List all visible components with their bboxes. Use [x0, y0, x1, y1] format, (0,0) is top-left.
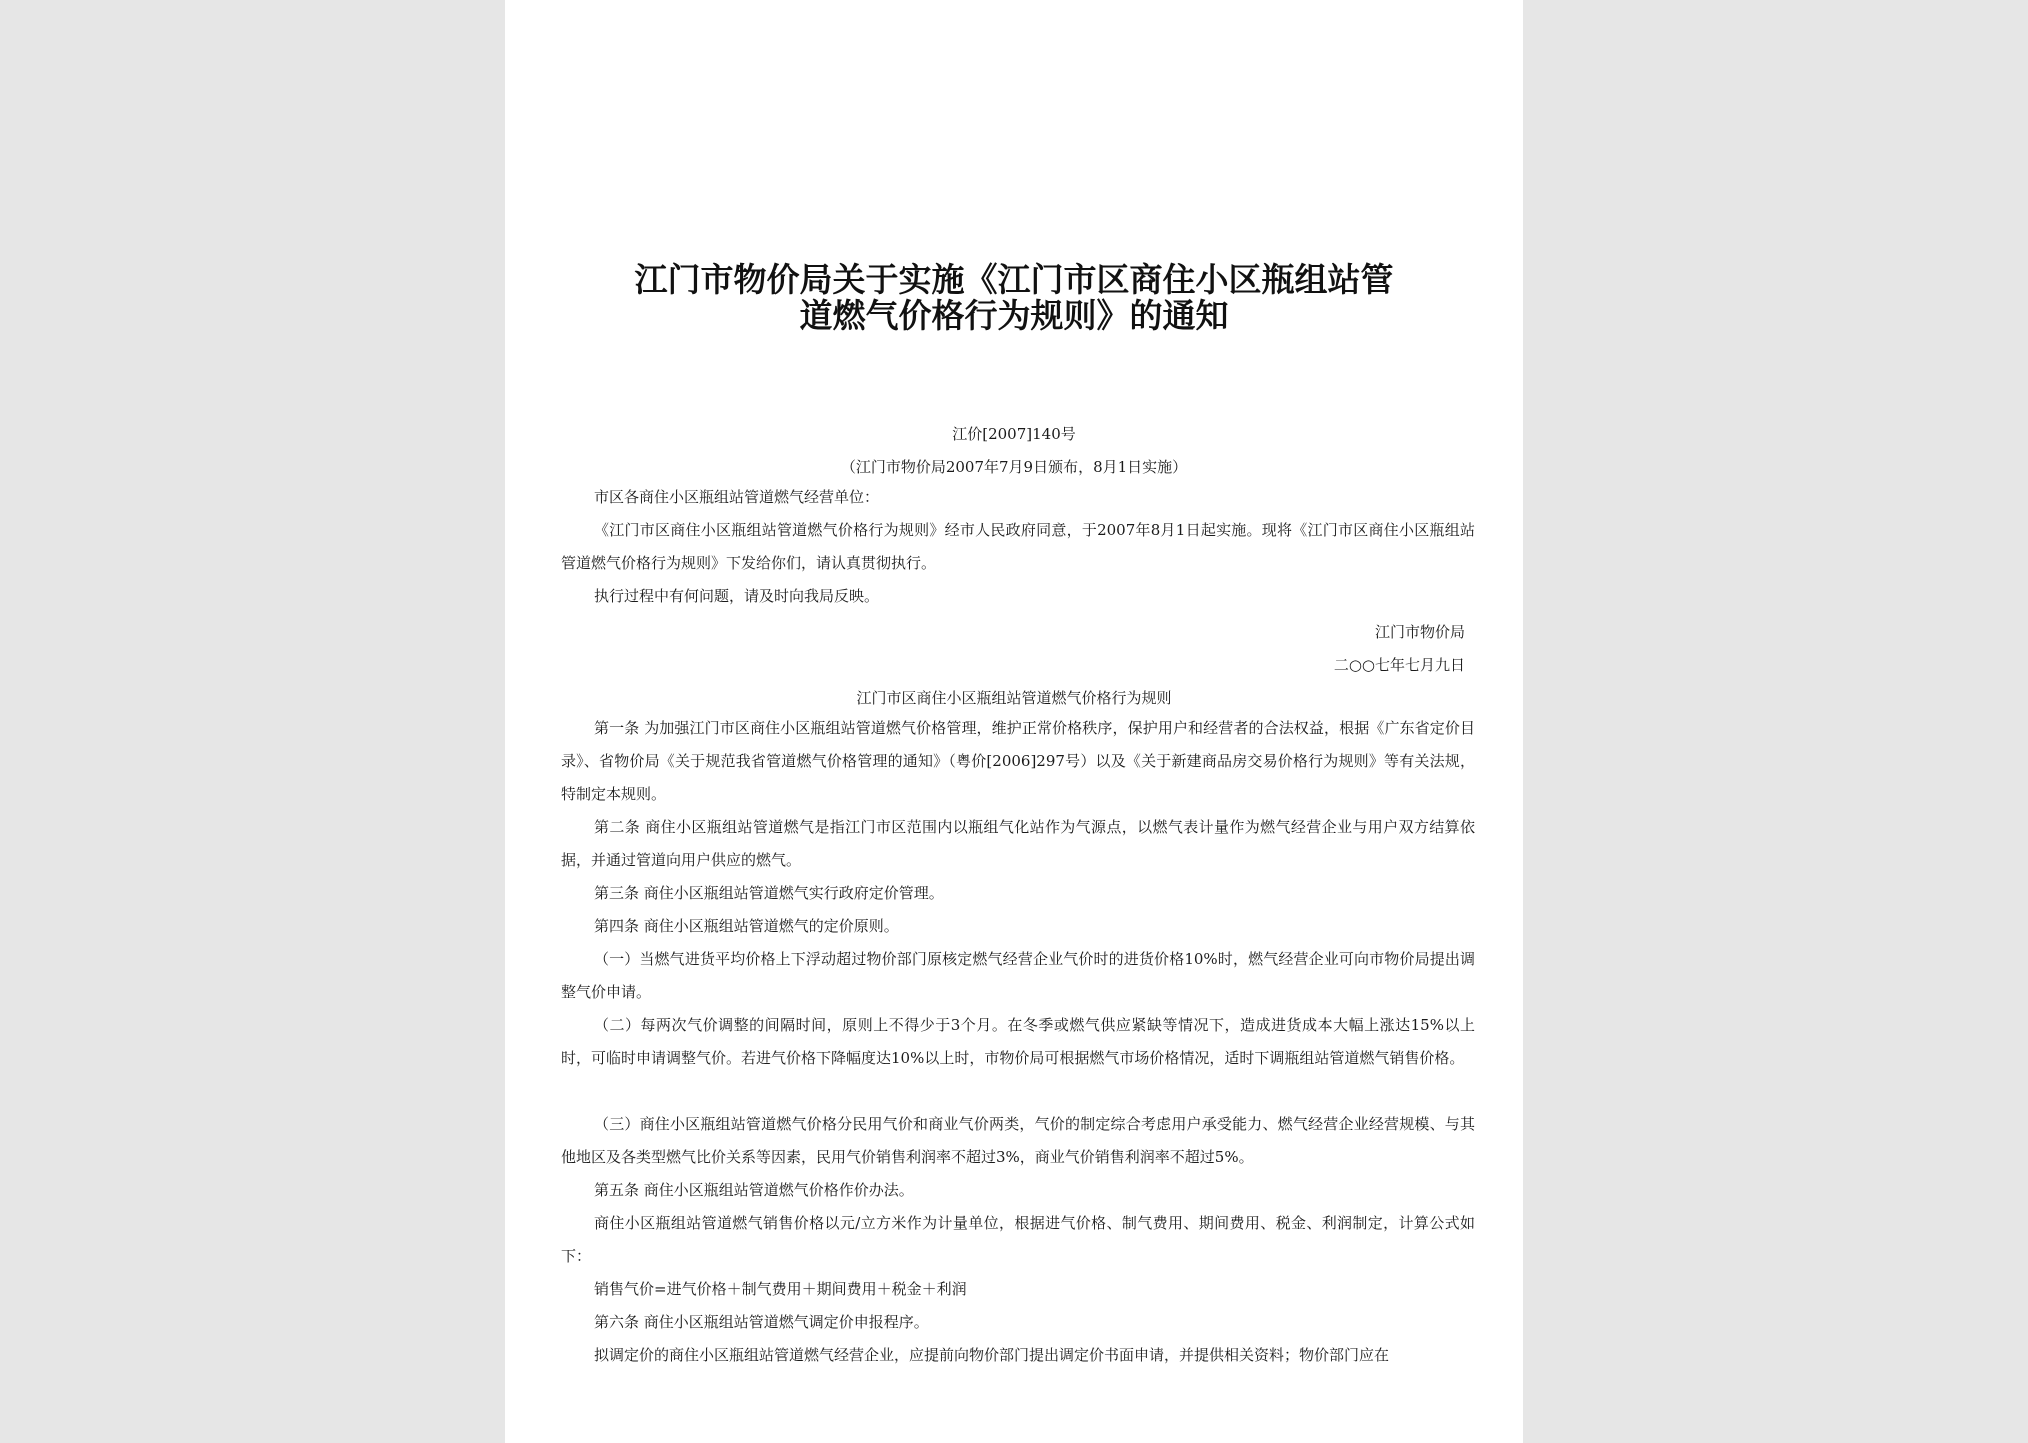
article-6: 第六条 商住小区瓶组站管道燃气调定价申报程序。 [594, 1313, 929, 1331]
article-5: 第五条 商住小区瓶组站管道燃气价格作价办法。 [594, 1181, 914, 1199]
body-paragraph-1: 《江门市区商住小区瓶组站管道燃气价格行为规则》经市人民政府同意，于2007年8月1日起实施。现将《江门市区商住小区瓶组站管道燃气价格行为规则》下发给你们，请认真贯彻执行。 [561, 521, 1475, 572]
article-4-item-1: （一）当燃气进货平均价格上下浮动超过物价部门原核定燃气经营企业气价时的进货价格10%时，燃气经营企业可向市物价局提出调整气价申请。 [561, 950, 1475, 1001]
title-line-1: 江门市物价局关于实施《江门市区商住小区瓶组站管 [634, 260, 1394, 299]
issue-note: （江门市物价局2007年7月9日颁布，8月1日实施） [840, 458, 1188, 476]
document-page [505, 0, 1523, 1443]
title-line-2: 道燃气价格行为规则》的通知 [799, 296, 1229, 335]
article-4-item-2: （二）每两次气价调整的间隔时间，原则上不得少于3个月。在冬季或燃气供应紧缺等情况下，造成进货成本大幅上涨达15%以上时，可临时申请调整气价。若进气价格下降幅度达10%以上时，市物价局可根据燃气市场价格情况，适时下调瓶组站管道燃气销售价格。 [561, 1016, 1475, 1067]
signature: 江门市物价局 [1374, 623, 1465, 641]
article-2: 第二条 商住小区瓶组站管道燃气是指江门市区范围内以瓶组气化站作为气源点，以燃气表计量作为燃气经营企业与用户双方结算依据，并通过管道向用户供应的燃气。 [561, 818, 1475, 869]
article-3: 第三条 商住小区瓶组站管道燃气实行政府定价管理。 [594, 884, 944, 902]
article-1: 第一条 为加强江门市区商住小区瓶组站管道燃气价格管理，维护正常价格秩序，保护用户和经营者的合法权益，根据《广东省定价目录》、省物价局《关于规范我省管道燃气价格管理的通知》（粤价[2006]297号）以及《关于新建商品房交易价格行为规则》等有关法规，特制定本规则。 [561, 719, 1475, 803]
article-4: 第四条 商住小区瓶组站管道燃气的定价原则。 [594, 917, 899, 935]
body-paragraph-2: 执行过程中有何问题，请及时向我局反映。 [594, 587, 880, 605]
article-4-item-3: （三）商住小区瓶组站管道燃气价格分民用气价和商业气价两类，气价的制定综合考虑用户承受能力、燃气经营企业经营规模、与其他地区及各类型燃气比价关系等因素，民用气价销售利润率不超过3%，商业气价销售利润率不超过5%。 [561, 1115, 1475, 1166]
document-number: 江价[2007]140号 [952, 425, 1076, 443]
signature-date: 二○○七年七月九日 [1333, 656, 1465, 674]
addressee: 市区各商住小区瓶组站管道燃气经营单位： [594, 488, 880, 506]
rules-title: 江门市区商住小区瓶组站管道燃气价格行为规则 [856, 689, 1172, 707]
document-title [505, 262, 1523, 334]
article-6-text: 拟调定价的商住小区瓶组站管道燃气经营企业，应提前向物价部门提出调定价书面申请，并提供相关资料；物价部门应在 [594, 1346, 1390, 1364]
article-5-text: 商住小区瓶组站管道燃气销售价格以元/立方米作为计量单位，根据进气价格、制气费用、期间费用、税金、利润制定，计算公式如下： [561, 1214, 1475, 1265]
price-formula: 销售气价=进气价格＋制气费用＋期间费用＋税金＋利润 [594, 1280, 967, 1298]
